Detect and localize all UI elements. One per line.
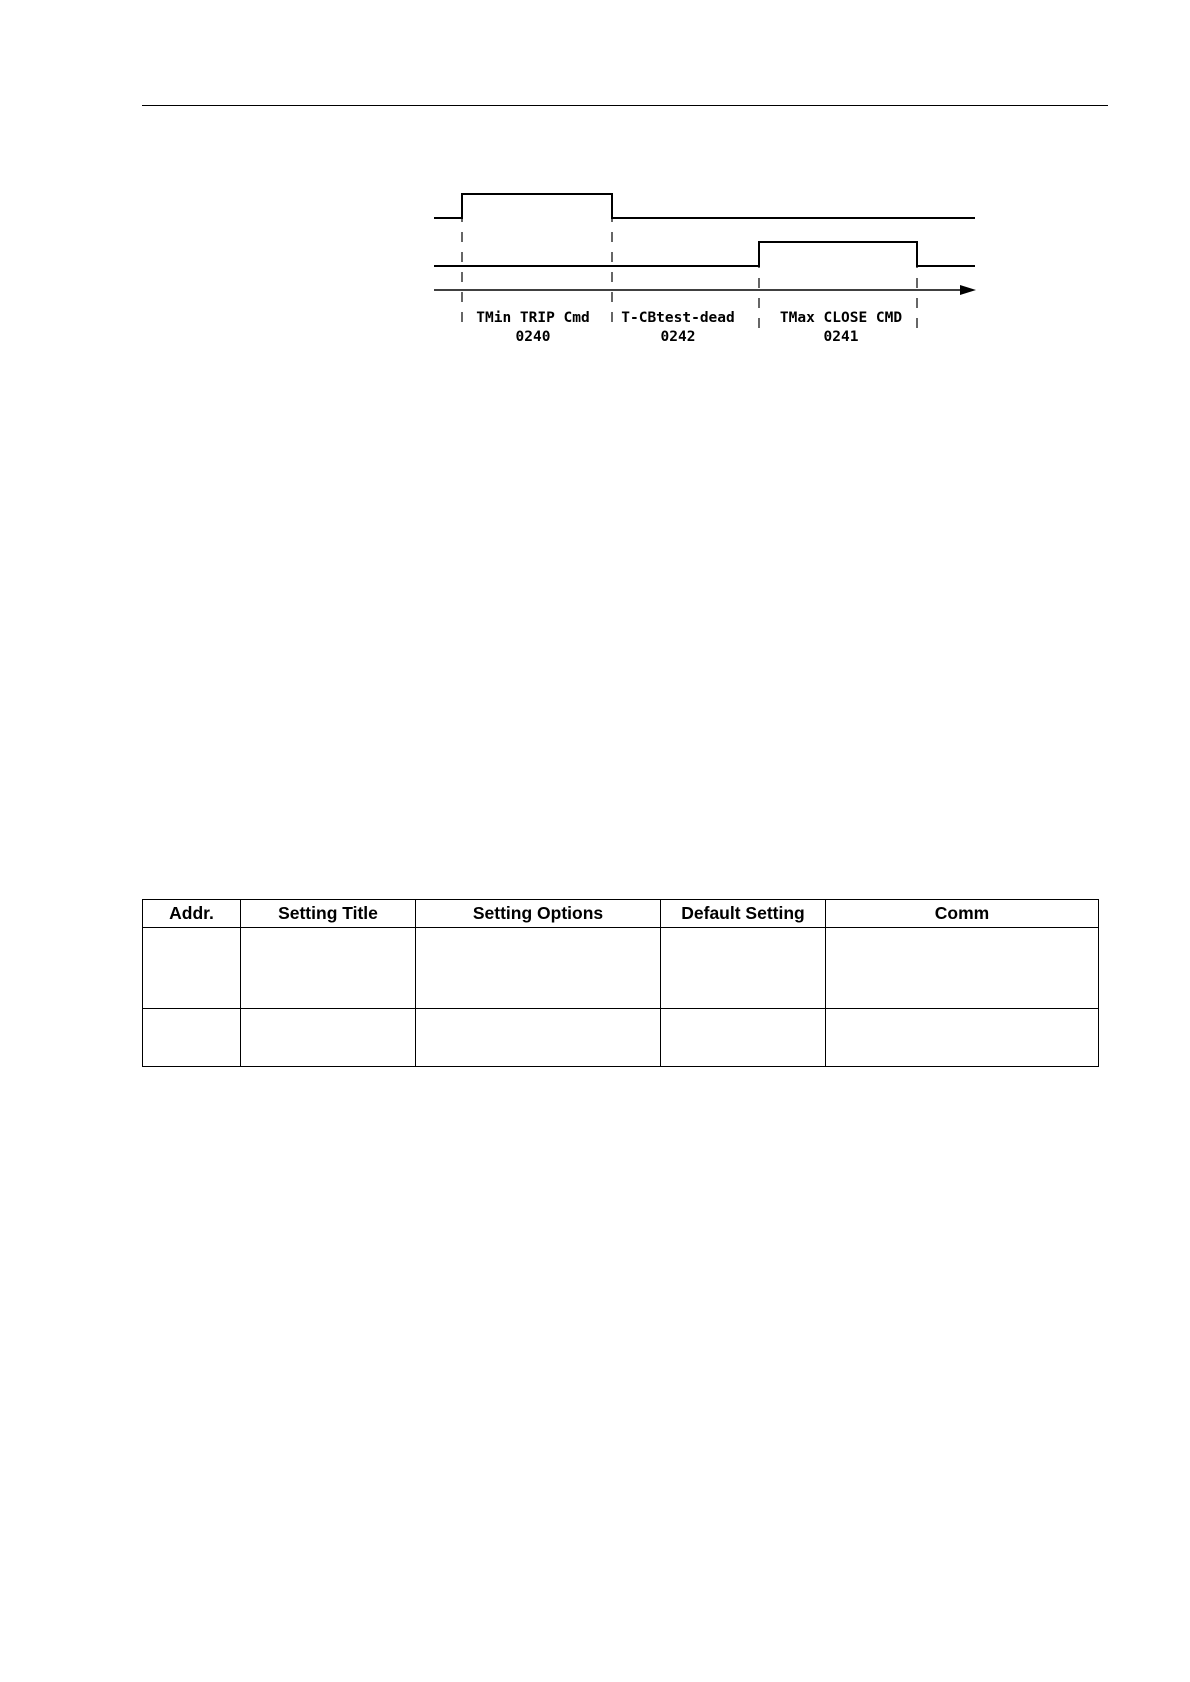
table-cell xyxy=(826,928,1099,1009)
time-axis-arrowhead xyxy=(960,285,976,295)
timing-diagram xyxy=(0,0,1190,400)
interval-address: 0240 xyxy=(515,329,551,345)
table-cell xyxy=(241,1009,416,1067)
table-cell xyxy=(416,928,661,1009)
table-row xyxy=(143,1009,1099,1067)
interval-address: 0241 xyxy=(823,329,859,345)
column-header-default-setting: Default Setting xyxy=(661,900,826,928)
interval-address: 0242 xyxy=(660,329,696,345)
interval-label: TMin TRIP Cmd xyxy=(476,310,590,326)
column-header-addr: Addr. xyxy=(143,900,241,928)
table-cell xyxy=(241,928,416,1009)
table-cell xyxy=(826,1009,1099,1067)
column-header-comm: Comm xyxy=(826,900,1099,928)
table-cell xyxy=(661,1009,826,1067)
close-signal-trace xyxy=(434,242,975,266)
column-header-setting-options: Setting Options xyxy=(416,900,661,928)
table-cell xyxy=(143,1009,241,1067)
table-header-row xyxy=(143,900,1099,928)
table-cell xyxy=(416,1009,661,1067)
interval-label: T-CBtest-dead xyxy=(621,310,735,326)
settings-table xyxy=(142,899,1099,1067)
table-row xyxy=(143,928,1099,1009)
column-header-setting-title: Setting Title xyxy=(241,900,416,928)
table-cell xyxy=(143,928,241,1009)
table-cell xyxy=(661,928,826,1009)
trip-signal-trace xyxy=(434,194,975,218)
interval-label: TMax CLOSE CMD xyxy=(779,310,903,326)
